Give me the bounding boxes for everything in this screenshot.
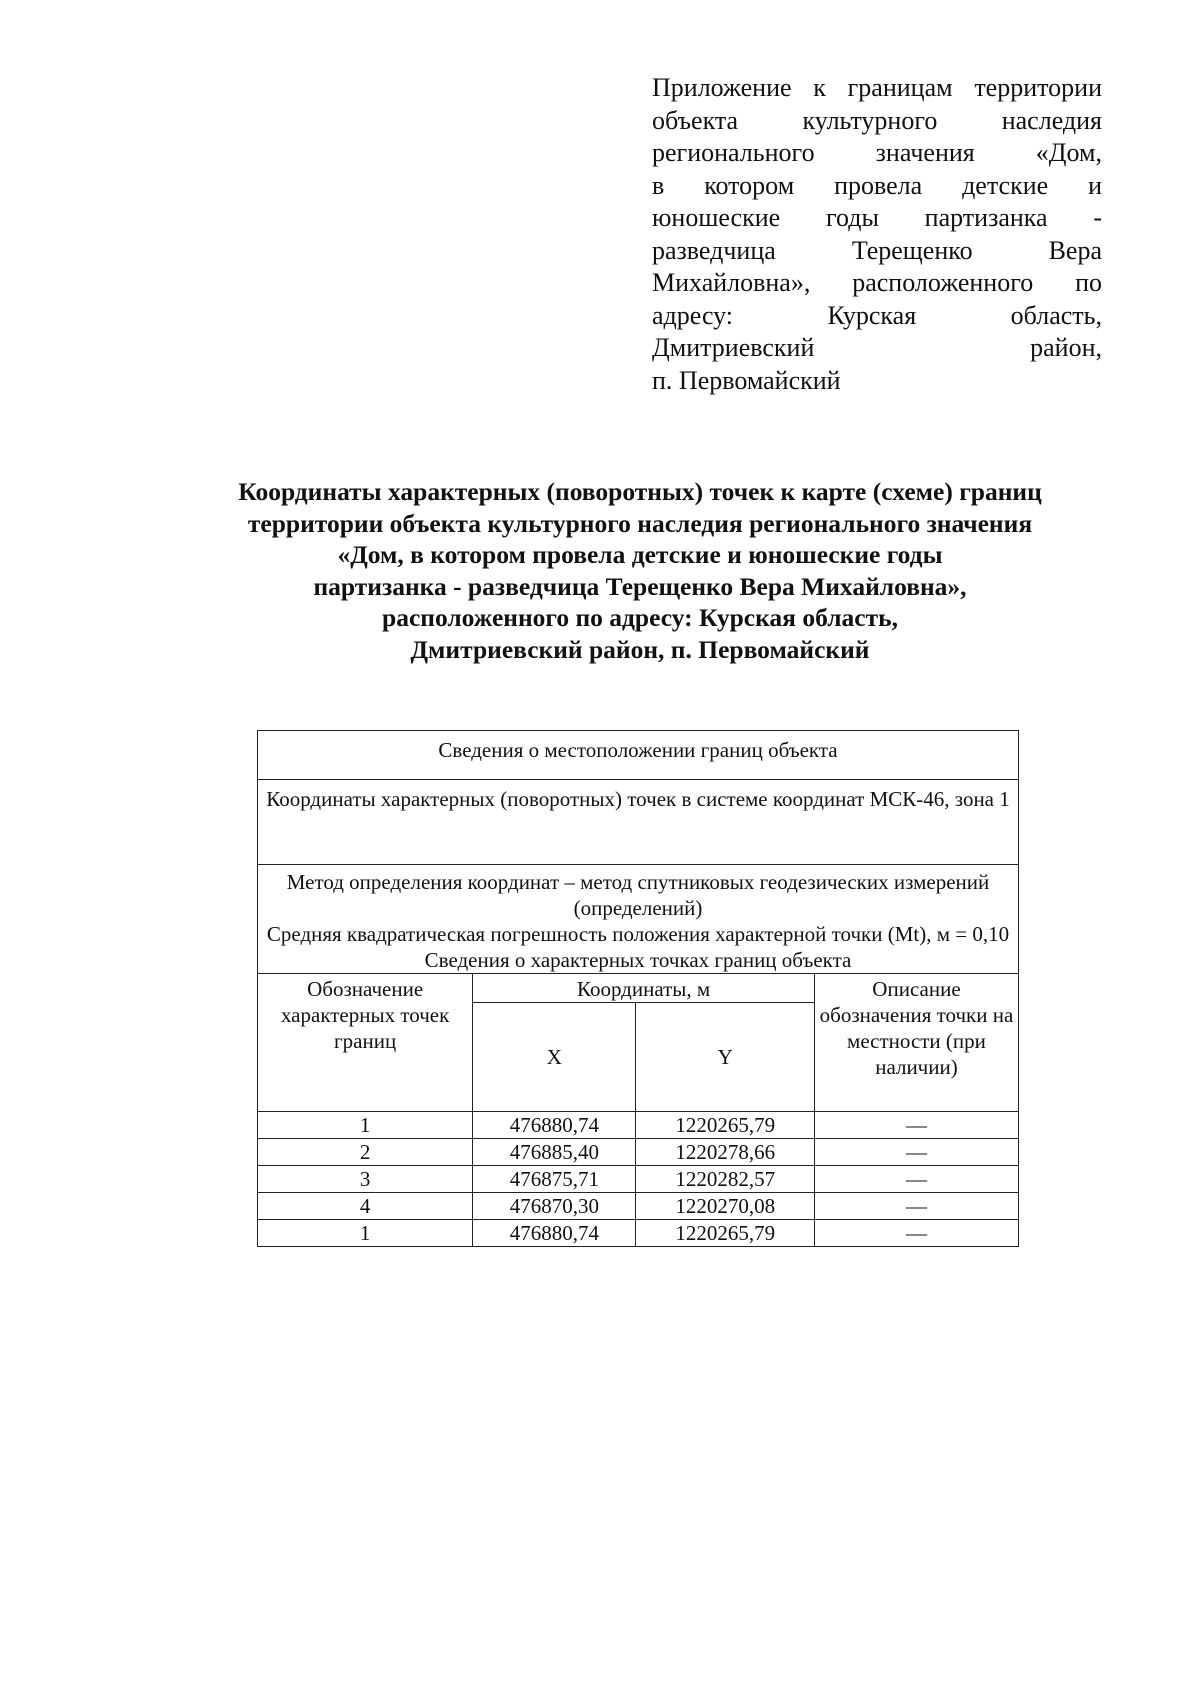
appendix-line: регионального значения «Дом,	[652, 138, 1102, 167]
title-line: партизанка - разведчица Терещенко Вера Михайловна»,	[313, 571, 967, 601]
coordinates-table	[257, 730, 1019, 1247]
location-info-cell: Сведения о местоположении границ объекта	[258, 731, 1019, 780]
appendix-line: п. Первомайский	[652, 365, 841, 395]
table-row	[258, 1166, 1019, 1193]
x-value: 476885,40	[473, 1139, 636, 1166]
point-description: —	[814, 1193, 1018, 1220]
point-description: —	[814, 1139, 1018, 1166]
appendix-line: Дмитриевский район,	[652, 333, 1102, 362]
point-description: —	[814, 1220, 1018, 1247]
appendix-line: юношеские годы партизанка -	[652, 203, 1102, 232]
table-row	[258, 1193, 1019, 1220]
accuracy-text: Средняя квадратическая погрешность положения характерной точки (Mt), м = 0,10	[266, 922, 1010, 946]
title-line: Дмитриевский район, п. Первомайский	[410, 634, 870, 664]
point-number: 4	[258, 1193, 473, 1220]
title-line: «Дом, в котором провела детские и юношеские годы	[337, 540, 943, 569]
point-description: —	[814, 1112, 1018, 1139]
coordinate-system-cell: Координаты характерных (поворотных) точек в системе координат МСК-46, зона 1	[258, 780, 1019, 865]
appendix-line: Приложение к границам территории	[652, 73, 1102, 102]
y-value: 1220270,08	[636, 1193, 815, 1220]
title-line: расположенного по адресу: Курская область,	[382, 603, 898, 632]
appendix-line: объекта культурного наследия	[652, 105, 1102, 135]
appendix-line: Михайловна», расположенного по	[652, 268, 1102, 297]
title-line: территории объекта культурного наследия регионального значения	[247, 508, 1033, 538]
x-value: 476875,71	[473, 1166, 636, 1193]
designation-header: Обозначение характерных точек границ	[258, 974, 473, 1112]
y-value: 1220282,57	[636, 1166, 815, 1193]
point-number: 2	[258, 1139, 473, 1166]
appendix-line: разведчица Терещенко Вера	[652, 235, 1102, 265]
y-value: 1220265,79	[636, 1112, 815, 1139]
appendix-line: адресу: Курская область,	[652, 300, 1102, 330]
x-value: 476880,74	[473, 1112, 636, 1139]
table-row	[258, 1139, 1019, 1166]
description-header: Описание обозначения точки на местности (при наличии)	[814, 974, 1018, 1112]
x-header: X	[473, 1003, 636, 1112]
document-title	[160, 476, 1120, 665]
y-value: 1220265,79	[636, 1220, 815, 1247]
appendix-line: в котором провела детские и	[652, 170, 1102, 200]
table-row	[258, 1220, 1019, 1247]
title-line: Координаты характерных (поворотных) точек к карте (схеме) границ	[238, 477, 1042, 506]
point-description: —	[814, 1166, 1018, 1193]
x-value: 476880,74	[473, 1220, 636, 1247]
table-row	[258, 1112, 1019, 1139]
point-number: 3	[258, 1166, 473, 1193]
point-number: 1	[258, 1112, 473, 1139]
x-value: 476870,30	[473, 1193, 636, 1220]
method-text: Метод определения координат – метод спутниковых геодезических измерений (определений)	[286, 870, 990, 920]
method-info-cell	[258, 865, 1019, 974]
point-number: 1	[258, 1220, 473, 1247]
y-value: 1220278,66	[636, 1139, 815, 1166]
points-info-text: Сведения о характерных точках границ объекта	[424, 948, 852, 972]
y-header: Y	[636, 1003, 815, 1112]
coordinates-header: Координаты, м	[473, 974, 815, 1003]
appendix-note	[652, 72, 1102, 397]
